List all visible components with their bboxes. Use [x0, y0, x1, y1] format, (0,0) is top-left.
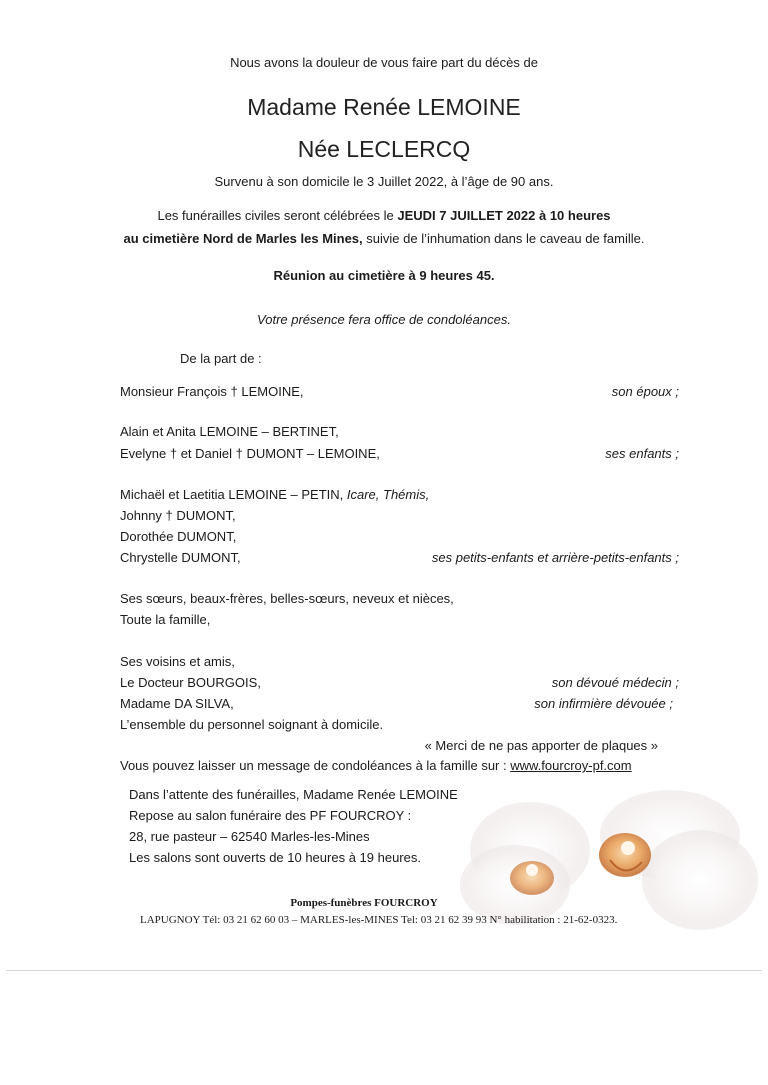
staff-line: L’ensemble du personnel soignant à domicile. [120, 717, 384, 732]
nurse-role: son infirmière dévouée ; [534, 696, 673, 711]
message-line [120, 758, 632, 773]
great-grandchildren-names: Icare, Thémis, [346, 487, 430, 502]
footer-company: Pompes-funèbres FOURCROY [290, 897, 438, 909]
funeral-line-1-text: Les funérailles civiles seront célébrées le [157, 208, 398, 223]
funeral-line-2 [0, 231, 768, 246]
salon-line-1: Dans l’attente des funérailles, Madame Renée LEMOINE [129, 787, 458, 802]
grandchild-4: Chrystelle DUMONT, [120, 550, 241, 565]
deceased-name: Madame Renée LEMOINE [247, 94, 521, 120]
siblings-line-2: Toute la famille, [120, 612, 211, 627]
grandchild-1 [120, 487, 429, 502]
presence-text: Votre présence fera office de condoléances. [257, 312, 511, 327]
salon-line-4: Les salons sont ouverts de 10 heures à 19 heures. [129, 850, 421, 865]
page-divider [6, 970, 762, 971]
friends-line: Ses voisins et amis, [120, 654, 235, 669]
funeral-place: au cimetière Nord de Marles les Mines, [123, 231, 363, 246]
funeral-date: JEUDI 7 JUILLET 2022 à 10 heures [397, 208, 611, 223]
doctor-name: Le Docteur BOURGOIS, [120, 675, 261, 690]
grandchild-1-name: Michaël et Laetitia LEMOINE – PETIN, [120, 487, 347, 502]
maiden-name: Née LECLERCQ [297, 136, 471, 162]
nurse-name: Madame DA SILVA, [120, 696, 234, 711]
intro-text: Nous avons la douleur de vous faire part du décès de [230, 55, 538, 70]
doctor-role: son dévoué médecin ; [551, 675, 679, 690]
siblings-line-1: Ses sœurs, beaux-frères, belles-sœurs, neveux et nièces, [120, 591, 454, 606]
death-notice: Survenu à son domicile le 3 Juillet 2022, à l’âge de 90 ans. [214, 174, 554, 189]
child-2: Evelyne † et Daniel † DUMONT – LEMOINE, [120, 446, 380, 461]
reunion-text: Réunion au cimetière à 9 heures 45. [273, 268, 495, 283]
salon-line-3: 28, rue pasteur – 62540 Marles-les-Mines [129, 829, 370, 844]
message-text: Vous pouvez laisser un message de condoléances à la famille sur : [120, 758, 511, 773]
plaques-note: « Merci de ne pas apporter de plaques » [424, 738, 658, 753]
grandchildren-role: ses petits-enfants et arrière-petits-enfants ; [431, 550, 679, 565]
orchid-flower-right [599, 790, 758, 930]
salon-line-2: Repose au salon funéraire des PF FOURCROY : [129, 808, 412, 823]
grandchild-2: Johnny † DUMONT, [120, 508, 236, 523]
children-role: ses enfants ; [605, 446, 679, 461]
footer-contact: LAPUGNOY Tél: 03 21 62 60 03 – MARLES-les-MINES Tel: 03 21 62 39 93 N° habilitation : 21-62-0323. [140, 914, 618, 926]
from-label: De la part de : [180, 351, 262, 366]
website-link[interactable]: www.fourcroy-pf.com [510, 758, 632, 773]
spouse-name: Monsieur François † LEMOINE, [120, 384, 304, 399]
funeral-line-2-text: suivie de l’inhumation dans le caveau de famille. [362, 231, 645, 246]
funeral-line-1 [0, 208, 768, 223]
child-1: Alain et Anita LEMOINE – BERTINET, [120, 424, 339, 439]
spouse-role: son époux ; [611, 384, 679, 399]
grandchild-3: Dorothée DUMONT, [120, 529, 237, 544]
